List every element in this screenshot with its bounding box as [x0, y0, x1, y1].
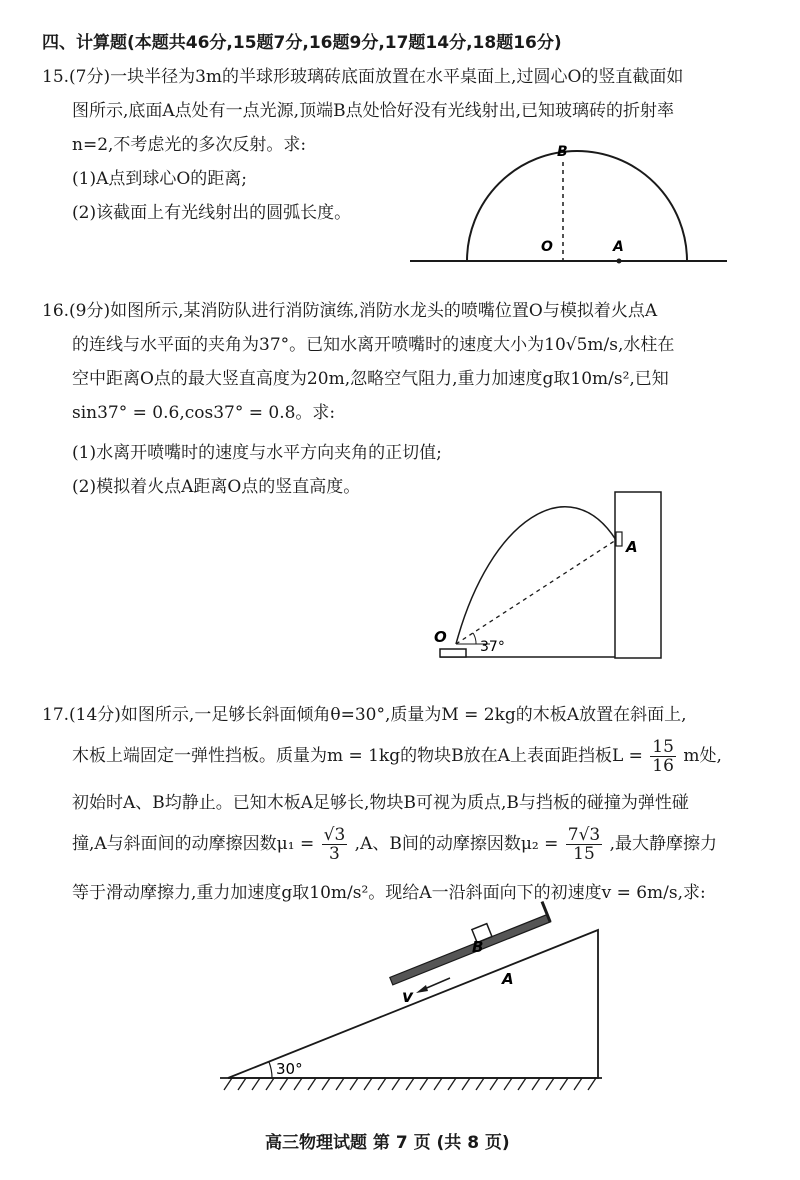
q15-line-2: 图所示,底面A点处有一点光源,顶端B点处恰好没有光线射出,已知玻璃砖的折射率 [72, 101, 674, 121]
q17-line-4 [72, 826, 717, 863]
q15-hemisphere-figure [405, 140, 735, 270]
q17-ground-hatching [224, 1078, 596, 1090]
q17-length-num: 15 [652, 737, 674, 757]
q17-label-a: A [502, 970, 514, 988]
q16-line-4: sin37° = 0.6,cos37° = 0.8。求: [72, 403, 336, 423]
q15-label-a: A [613, 239, 624, 255]
q17-length-den: 16 [652, 756, 674, 776]
q17-line-4-text-c: ,最大静摩擦力 [609, 834, 718, 854]
q17-label-b: B [472, 938, 484, 956]
q17-label-v: v [402, 987, 414, 1007]
q16-label-a: A [626, 538, 638, 556]
q17-mu2-fraction [566, 826, 602, 863]
q17-velocity-arrowhead [416, 985, 428, 993]
q17-mu1-fraction [322, 826, 348, 863]
q17-line-2-tail: m处, [683, 746, 722, 766]
q16-line-3: 空中距离O点的最大竖直高度为20m,忽略空气阻力,重力加速度g取10m/s²,已知 [72, 369, 669, 389]
q16-angle-label: 37° [480, 639, 505, 655]
q17-line-2-text: 木板上端固定一弹性挡板。质量为m = 1kg的物块B放在A上表面距挡板L = [72, 746, 643, 766]
q16-line-1: 16.(9分)如图所示,某消防队进行消防演练,消防水龙头的喷嘴位置O与模拟着火点A [42, 301, 658, 321]
q16-sub-1: (1)水离开喷嘴时的速度与水平方向夹角的正切值; [72, 443, 442, 463]
q16-angle-arc [473, 633, 476, 644]
q17-line-2 [72, 738, 722, 775]
q15-label-o: O [541, 239, 553, 255]
q15-line-1: 15.(7分)一块半径为3m的半球形玻璃砖底面放置在水平桌面上,过圆心O的竖直截面如 [42, 67, 684, 87]
q17-length-fraction [650, 738, 676, 775]
q15-label-b: B [557, 144, 568, 160]
q15-sub-1: (1)A点到球心O的距离; [72, 169, 248, 189]
q17-line-5: 等于滑动摩擦力,重力加速度g取10m/s²。现给A一沿斜面向下的初速度v = 6m/s,求: [72, 883, 706, 903]
q15-light-source-point [617, 259, 622, 264]
q16-line-2: 的连线与水平面的夹角为37°。已知水离开喷嘴时的速度大小为10√5m/s,水柱在 [72, 335, 675, 355]
q16-sub-2: (2)模拟着火点A距离O点的竖直高度。 [72, 477, 361, 497]
q16-dashed-line-oa [456, 540, 616, 644]
q17-line-3: 初始时A、B均静止。已知木板A足够长,物块B可视为质点,B与挡板的碰撞为弹性碰 [72, 793, 689, 813]
section-title: 四、计算题(本题共46分,15题7分,16题9分,17题14分,18题16分) [42, 33, 562, 53]
q17-mu2-num: 7√3 [567, 825, 601, 845]
q17-line-1: 17.(14分)如图所示,一足够长斜面倾角θ=30°,质量为M = 2kg的木板A放置在斜面上, [42, 705, 687, 725]
q15-sub-2: (2)该截面上有光线射出的圆弧长度。 [72, 203, 352, 223]
q17-mu1-den: 3 [329, 844, 340, 864]
q17-mu1-num: √3 [323, 825, 346, 845]
q17-line-4-text-a: 撞,A与斜面间的动摩擦因数μ₁ = [72, 834, 315, 854]
q17-incline-figure [210, 920, 610, 1100]
q17-line-4-text-b: ,A、B间的动摩擦因数μ₂ = [354, 834, 559, 854]
page-footer: 高三物理试题 第 7 页 (共 8 页) [265, 1133, 510, 1153]
q17-angle-label: 30° [276, 1060, 303, 1078]
q16-wall [615, 492, 661, 658]
q16-fire-point-box [616, 532, 622, 546]
q17-mu2-den: 15 [573, 844, 595, 864]
q16-nozzle-base [440, 649, 466, 657]
q15-line-3: n=2,不考虑光的多次反射。求: [72, 135, 307, 155]
q16-water-trajectory [456, 507, 616, 644]
q16-fire-hose-figure [430, 488, 670, 660]
q16-label-o: O [434, 628, 447, 646]
q15-hemisphere-arc [467, 151, 687, 261]
